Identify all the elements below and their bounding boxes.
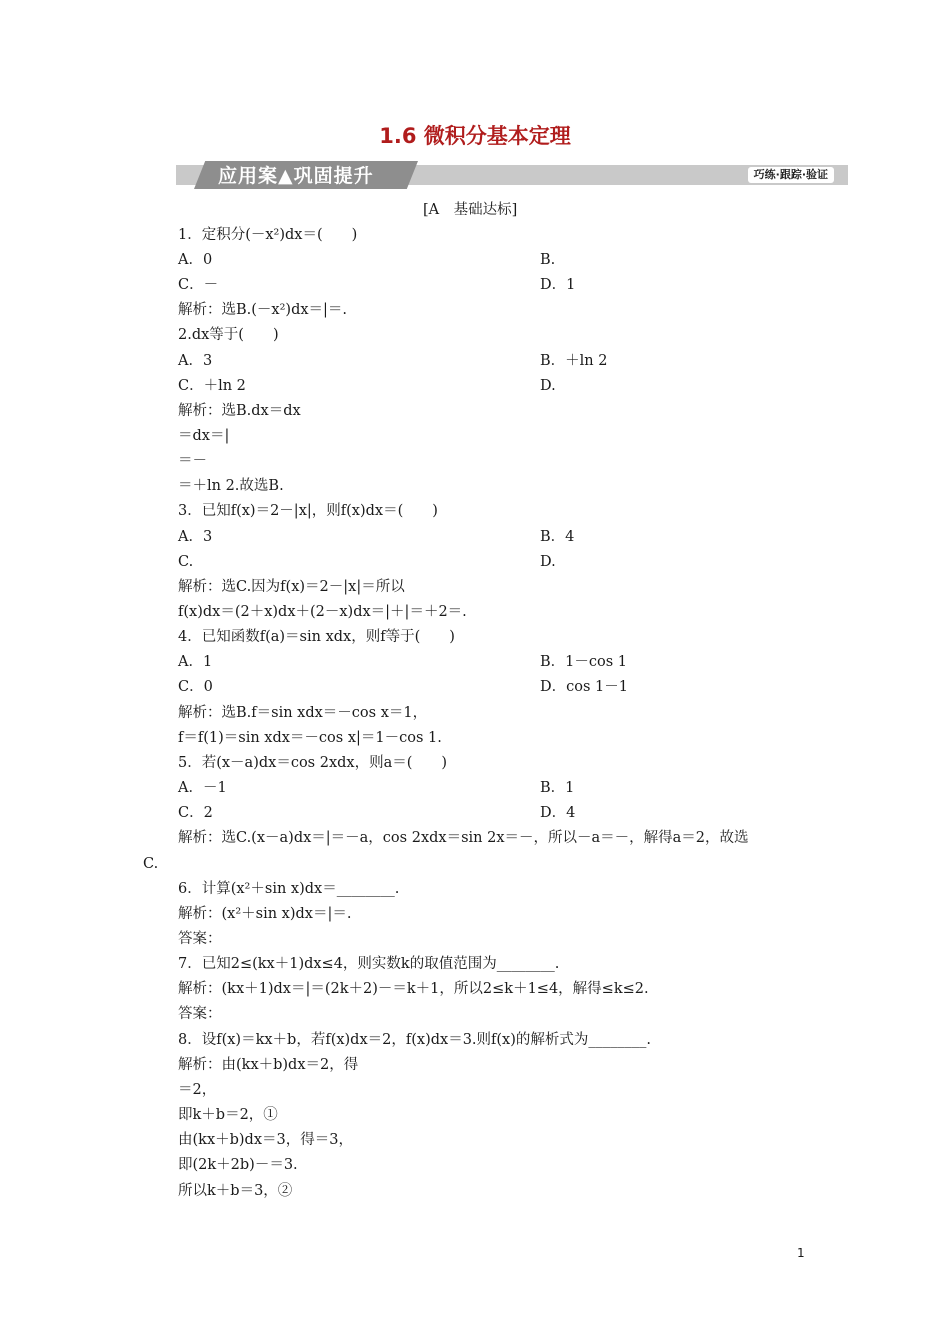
question-8: 8．设f(x)＝kx＋b，若f(x)dx＝2，f(x)dx＝3.则f(x)的解析式为________. (178, 1032, 651, 1048)
solution-line: 解析：选B.dx＝dx (178, 403, 301, 419)
solution-line: 由(kx＋b)dx＝3，得＝3， (178, 1132, 353, 1148)
solution-line: 即(2k＋2b)－＝3. (178, 1157, 298, 1173)
option-c: C．＋ln 2 (178, 378, 246, 394)
question-5: 5．若(x－a)dx＝cos 2xdx，则a＝( ) (178, 755, 448, 771)
solution-line: 解析：选B.(－x²)dx＝|＝. (178, 302, 348, 318)
option-b: B. (540, 252, 556, 268)
option-a: A．3 (178, 353, 213, 369)
option-c: C. (178, 554, 194, 570)
solution-line: 所以k＋b＝3，② (178, 1183, 293, 1199)
solution-line: ＝－ (178, 453, 207, 469)
question-3: 3．已知f(x)＝2－|x|，则f(x)dx＝( ) (178, 503, 438, 519)
option-a: A．－1 (178, 780, 227, 796)
solution-line: f＝f(1)＝sin xdx＝－cos x|＝1－cos 1. (178, 730, 442, 746)
question-1: 1．定积分(－x²)dx＝( ) (178, 227, 358, 243)
question-7: 7．已知2≤(kx＋1)dx≤4，则实数k的取值范围为________. (178, 956, 560, 972)
option-a: A．1 (178, 654, 213, 670)
solution-line: 即k＋b＝2，① (178, 1107, 278, 1123)
solution-line: ＝dx＝| (178, 428, 230, 444)
option-c: C．2 (178, 805, 213, 821)
question-6: 6．计算(x²＋sin x)dx＝________. (178, 881, 400, 897)
option-a: A．3 (178, 529, 213, 545)
banner-tag: 巧练·跟踪·验证 (748, 167, 834, 183)
option-c: C．－ (178, 277, 219, 293)
solution-line: 解析：(x²＋sin x)dx＝|＝. (178, 906, 352, 922)
solution-line: ＝＋ln 2.故选B. (178, 478, 284, 494)
option-a: A．0 (178, 252, 213, 268)
option-d: D. (540, 378, 556, 394)
solution-line: 解析：选C.(x－a)dx＝|＝－a，cos 2xdx＝sin 2x＝－，所以－a＝－，解得a＝2，故选 (178, 830, 749, 846)
option-d: D. (540, 554, 556, 570)
option-d: D．1 (540, 277, 576, 293)
answer-label: 答案： (178, 931, 222, 947)
option-b: B．1－cos 1 (540, 654, 628, 670)
solution-line: C. (143, 856, 159, 872)
solution-line: ＝2， (178, 1082, 217, 1098)
option-b: B．4 (540, 529, 575, 545)
option-b: B．1 (540, 780, 575, 796)
page-title: 1.6 微积分基本定理 (379, 124, 571, 148)
page-number: 1 (797, 1246, 805, 1260)
option-d: D．4 (540, 805, 576, 821)
solution-line: 解析：(kx＋1)dx＝|＝(2k＋2)－＝k＋1，所以2≤k＋1≤4，解得≤k≤2. (178, 981, 649, 997)
answer-label: 答案： (178, 1006, 222, 1022)
solution-line: f(x)dx＝(2＋x)dx＋(2－x)dx＝|＋|＝＋2＝. (178, 604, 467, 620)
option-c: C．0 (178, 679, 213, 695)
option-b: B．＋ln 2 (540, 353, 608, 369)
solution-line: 解析：选B.f＝sin xdx＝－cos x＝1， (178, 705, 428, 721)
option-d: D．cos 1－1 (540, 679, 628, 695)
section-heading: [A 基础达标] (423, 202, 518, 218)
question-4: 4．已知函数f(a)＝sin xdx，则f等于( ) (178, 629, 455, 645)
banner-title: 应用案▲巩固提升 (218, 165, 374, 187)
solution-line: 解析：选C.因为f(x)＝2－|x|＝所以 (178, 579, 405, 595)
question-2: 2.dx等于( ) (178, 327, 279, 343)
solution-line: 解析：由(kx＋b)dx＝2，得 (178, 1057, 359, 1073)
section-banner (176, 163, 848, 189)
